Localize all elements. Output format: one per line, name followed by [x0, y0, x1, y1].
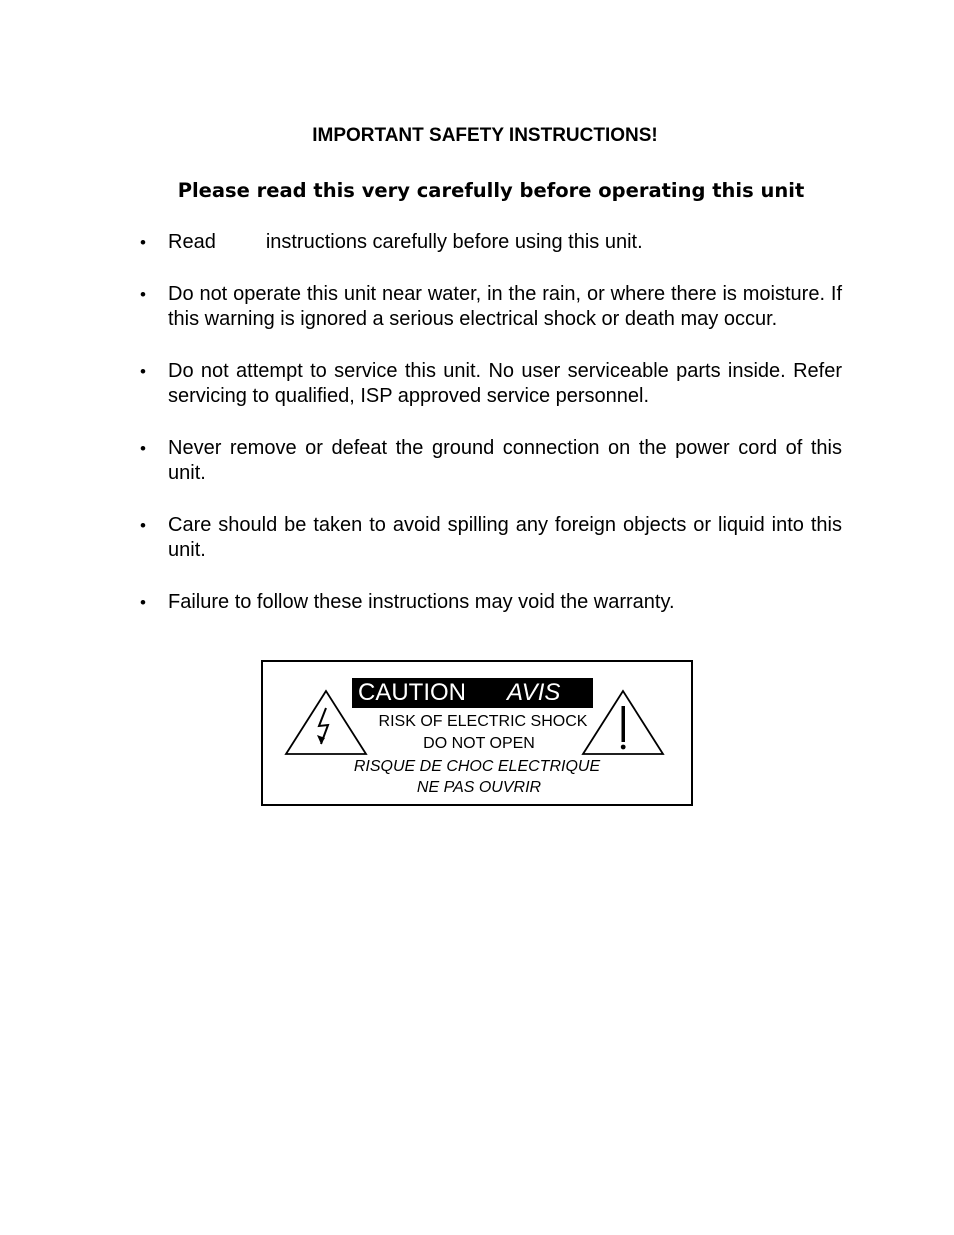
bullet-lead: Read [168, 231, 216, 253]
list-item [140, 359, 842, 409]
bullet-text: Never remove or defeat the ground connection on the power cord of this unit. [168, 437, 842, 484]
instruction-list [140, 230, 842, 642]
caution-label [261, 660, 693, 806]
caution-text-en: CAUTION [358, 679, 466, 706]
bullet-dot-icon: • [140, 233, 146, 252]
warning-line-1: RISK OF ELECTRIC SHOCK [378, 713, 588, 730]
bullet-dot-icon: • [140, 439, 146, 458]
bullet-text: instructions carefully before using this unit. [265, 231, 643, 253]
page-title: IMPORTANT SAFETY INSTRUCTIONS! [312, 125, 658, 146]
caution-banner [352, 678, 593, 708]
list-item [140, 590, 842, 615]
list-item [140, 282, 842, 332]
bullet-dot-icon: • [140, 593, 146, 612]
bullet-dot-icon: • [140, 362, 146, 381]
bullet-text: Do not attempt to service this unit. No user serviceable parts inside. Refer servicing to qualified, ISP approved service personnel. [168, 360, 842, 407]
warning-line-2: DO NOT OPEN [423, 735, 535, 752]
bullet-text: Care should be taken to avoid spilling any foreign objects or liquid into this unit. [168, 514, 842, 561]
list-item [140, 513, 842, 563]
list-item [140, 230, 842, 255]
page-subtitle: Please read this very carefully before operating this unit [177, 179, 805, 202]
warning-line-3: RISQUE DE CHOC ELECTRIQUE [353, 758, 601, 775]
bullet-dot-icon: • [140, 516, 146, 535]
caution-text-fr: AVIS [507, 679, 561, 706]
bullet-dot-icon: • [140, 285, 146, 304]
bullet-text: Do not operate this unit near water, in the rain, or where there is moisture. If this warning is ignored a serious electrical shock or death may occur. [168, 283, 842, 330]
warning-line-4: NE PAS OUVRIR [416, 779, 542, 796]
list-item [140, 436, 842, 486]
bullet-text: Failure to follow these instructions may void the warranty. [168, 591, 675, 613]
